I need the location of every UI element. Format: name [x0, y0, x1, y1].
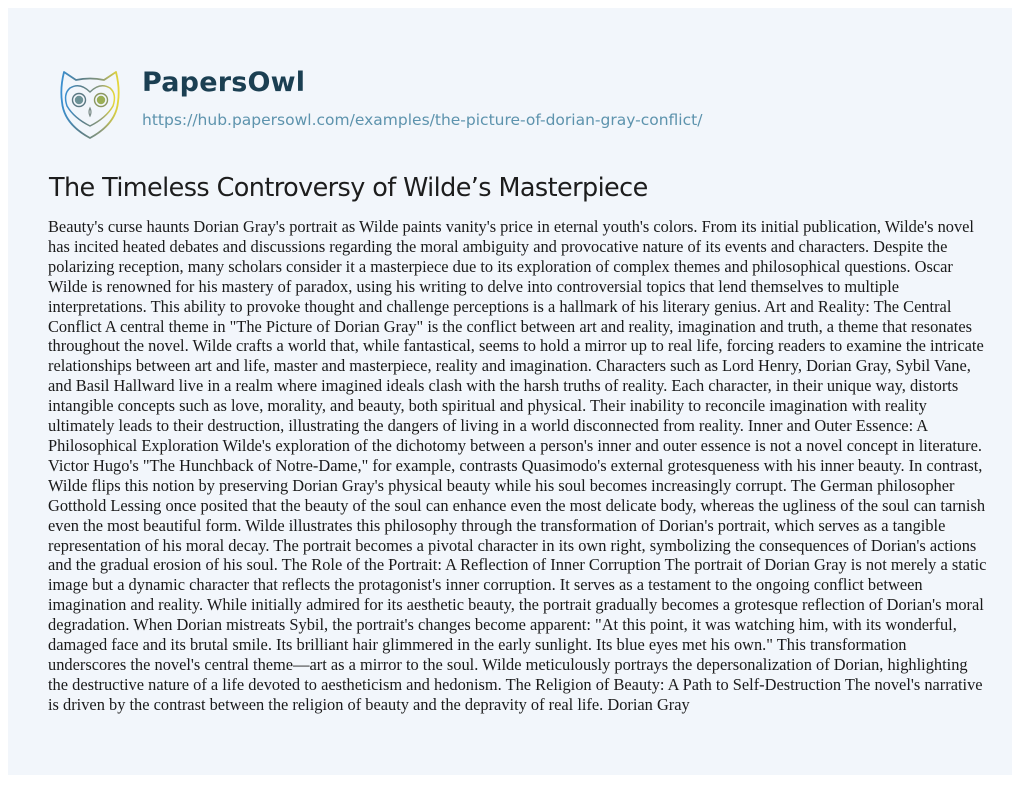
brand-block	[142, 67, 702, 130]
source-url-link[interactable]: https://hub.papersowl.com/examples/the-picture-of-dorian-gray-conflict/	[142, 111, 703, 129]
owl-logo-icon[interactable]	[50, 66, 130, 146]
site-header	[50, 64, 702, 144]
article-body: Beauty's curse haunts Dorian Gray's portrait as Wilde paints vanity's price in eternal youth's colors. From its initial publication, Wilde's novel has incited heated debates and discussions regarding the moral ambiguity and provocative nature of its events and characters. Despite the polarizing reception, many scholars consider it a masterpiece due to its exploration of complex themes and philosophical questions. Oscar Wilde is renowned for his mastery of paradox, using his writing to delve into controversial topics that lend themselves to multiple interpretations. This ability to provoke thought and challenge perceptions is a hallmark of his literary genius. Art and Reality: The Central Conflict A central theme in "The Picture of Dorian Gray" is the conflict between art and reality, imagination and truth, a theme that resonates throughout the novel. Wilde crafts a world that, while fantastical, seems to hold a mirror up to real life, forcing readers to examine the intricate relationships between art and life, master and masterpiece, reality and imagination. Characters such as Lord Henry, Dorian Gray, Sybil Vane, and Basil Hallward live in a realm where imagined ideals clash with the harsh truths of reality. Each character, in their unique way, distorts intangible concepts such as love, morality, and beauty, both spiritual and physical. Their inability to reconcile imagination with reality ultimately leads to their destruction, illustrating the dangers of living in a world disconnected from reality. Inner and Outer Essence: A Philosophical Exploration Wilde's exploration of the dichotomy between a person's inner and outer essence is not a novel concept in literature. Victor Hugo's "The Hunchback of Notre-Dame," for example, contrasts Quasimodo's external grotesqueness with his inner beauty. In contrast, Wilde flips this notion by preserving Dorian Gray's physical beauty while his soul becomes increasingly corrupt. The German philosopher Gotthold Lessing once posited that the beauty of the soul can enhance even the most delicate body, whereas the ugliness of the soul can tarnish even the most beautiful form. Wilde illustrates this philosophy through the transformation of Dorian's portrait, which serves as a tangible representation of his moral decay. The portrait becomes a pivotal character in its own right, symbolizing the consequences of Dorian's actions and the gradual erosion of his soul. The Role of the Portrait: A Reflection of Inner Corruption The portrait of Dorian Gray is not merely a static image but a dynamic character that reflects the protagonist's inner corruption. It serves as a testament to the ongoing conflict between imagination and reality. While initially admired for its aesthetic beauty, the portrait gradually becomes a grotesque reflection of Dorian's moral degradation. When Dorian mistreats Sybil, the portrait's changes become apparent: "At this point, it was watching him, with its wonderful, damaged face and its brutal smile. Its brilliant hair glimmered in the early sunlight. Its blue eyes met his own." This transformation underscores the novel's central theme—art as a mirror to the soul. Wilde meticulously portrays the depersonalization of Dorian, highlighting the destructive nature of a life devoted to aestheticism and hedonism. The Religion of Beauty: A Path to Self-Destruction The novel's narrative is driven by the contrast between the religion of beauty and the depravity of real life. Dorian Gray	[48, 217, 987, 714]
page-title: The Timeless Controversy of Wilde’s Masterpiece	[49, 173, 648, 203]
brand-name[interactable]: PapersOwl	[142, 67, 306, 98]
